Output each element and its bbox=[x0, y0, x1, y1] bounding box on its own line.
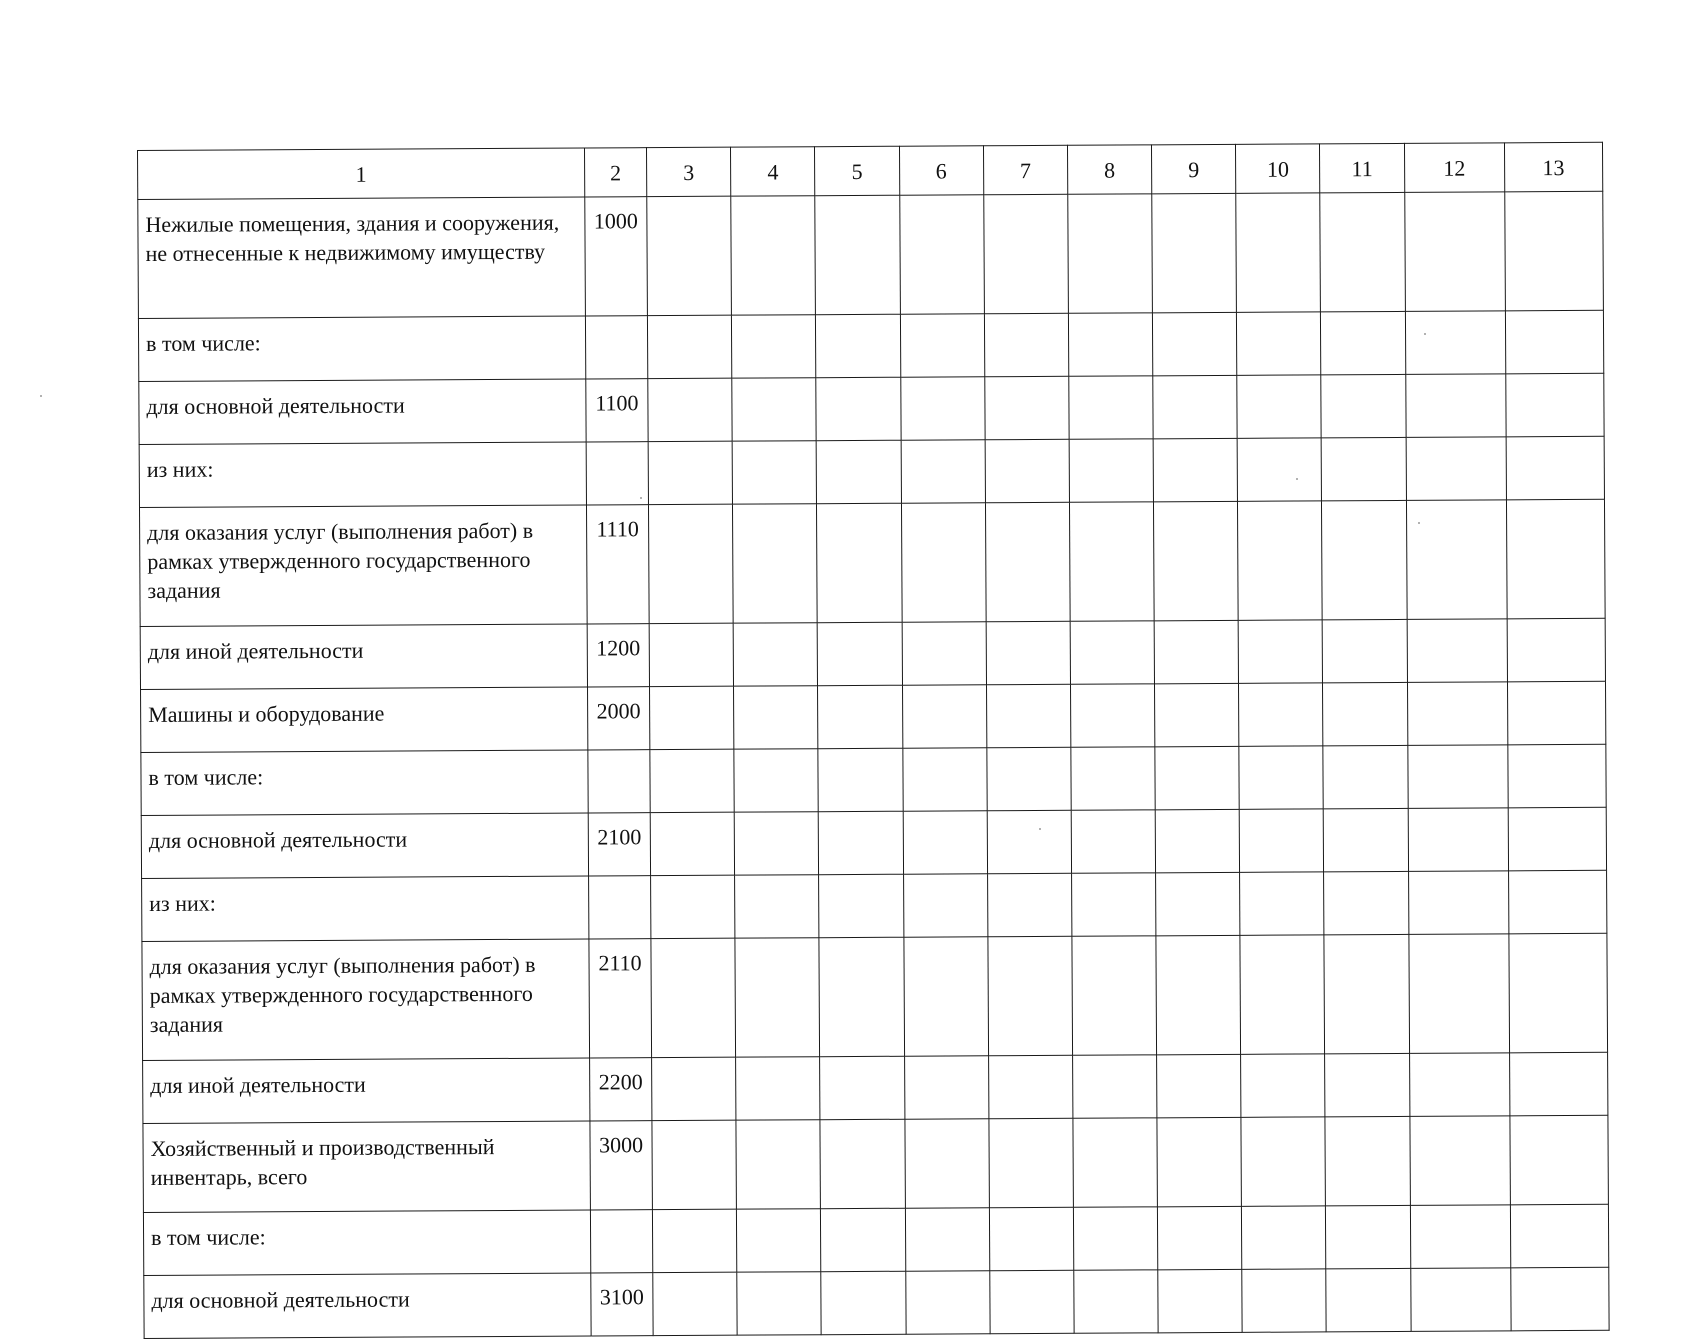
scan-speck bbox=[640, 497, 642, 499]
data-cell[interactable] bbox=[819, 874, 904, 937]
row-name-cell: для иной деятельности bbox=[140, 624, 587, 689]
data-cell[interactable] bbox=[732, 441, 817, 504]
data-cell[interactable] bbox=[1241, 1054, 1326, 1117]
data-cell[interactable] bbox=[653, 1272, 738, 1335]
column-number-cell: 1 bbox=[138, 148, 585, 199]
row-name-cell: для основной деятельности bbox=[139, 379, 586, 444]
data-cell[interactable] bbox=[1155, 746, 1240, 809]
data-cell[interactable] bbox=[651, 938, 736, 1057]
data-cell[interactable] bbox=[821, 1208, 906, 1271]
data-cell[interactable] bbox=[1237, 312, 1322, 375]
data-cell[interactable] bbox=[1153, 375, 1238, 438]
data-cell[interactable] bbox=[1073, 1118, 1158, 1207]
column-number-cell: 9 bbox=[1152, 144, 1236, 193]
data-cell[interactable] bbox=[1072, 936, 1157, 1055]
data-cell[interactable] bbox=[815, 195, 900, 314]
data-cell[interactable] bbox=[731, 196, 816, 315]
table-row bbox=[139, 436, 1604, 507]
table-row bbox=[142, 870, 1607, 941]
data-cell[interactable] bbox=[650, 749, 735, 812]
data-cell[interactable] bbox=[1073, 1207, 1158, 1270]
row-name-cell: для оказания услуг (выполнения работ) в рамках утвержденного государственного задания bbox=[142, 939, 590, 1060]
data-cell[interactable] bbox=[733, 504, 818, 623]
table-row bbox=[138, 191, 1604, 318]
data-cell[interactable] bbox=[988, 1055, 1073, 1118]
data-cell[interactable] bbox=[905, 1208, 990, 1271]
data-cell[interactable] bbox=[1156, 872, 1241, 935]
data-cell[interactable] bbox=[648, 378, 733, 441]
scan-speck bbox=[40, 395, 42, 397]
data-cell[interactable] bbox=[1406, 500, 1507, 620]
row-name-cell: Нежилые помещения, здания и сооружения, не отнесенные к недвижимому имуществу bbox=[138, 197, 586, 318]
row-name-cell: в том числе: bbox=[141, 750, 588, 815]
data-cell[interactable] bbox=[1321, 374, 1406, 437]
data-cell[interactable] bbox=[899, 195, 984, 314]
data-cell[interactable] bbox=[1070, 621, 1155, 684]
data-cell[interactable] bbox=[1238, 501, 1323, 620]
data-cell[interactable] bbox=[901, 440, 986, 503]
row-name-cell: Хозяйственный и производственный инвентарь, всего bbox=[143, 1121, 590, 1212]
column-number-cell: 5 bbox=[815, 146, 899, 195]
data-cell[interactable] bbox=[1408, 934, 1509, 1054]
property-table bbox=[137, 142, 1610, 1339]
data-cell[interactable] bbox=[650, 686, 735, 749]
row-code-cell bbox=[586, 442, 648, 505]
data-cell[interactable] bbox=[650, 812, 735, 875]
column-number-cell: 11 bbox=[1320, 143, 1404, 192]
data-cell[interactable] bbox=[1069, 376, 1154, 439]
data-cell[interactable] bbox=[1507, 618, 1606, 682]
scan-speck bbox=[1296, 478, 1298, 480]
data-cell[interactable] bbox=[1511, 1267, 1610, 1331]
data-cell[interactable] bbox=[1236, 193, 1321, 312]
data-cell[interactable] bbox=[1405, 374, 1506, 438]
data-cell[interactable] bbox=[817, 503, 902, 622]
data-cell[interactable] bbox=[989, 1207, 1074, 1270]
data-cell[interactable] bbox=[987, 810, 1072, 873]
table-row bbox=[141, 744, 1606, 815]
data-cell[interactable] bbox=[1409, 1116, 1510, 1206]
row-code-cell bbox=[585, 316, 647, 379]
row-name-cell: в том числе: bbox=[143, 1210, 590, 1275]
row-code-cell: 2200 bbox=[589, 1058, 651, 1121]
row-name-cell: в том числе: bbox=[138, 316, 585, 381]
data-cell[interactable] bbox=[903, 874, 988, 937]
data-cell[interactable] bbox=[1239, 746, 1324, 809]
data-cell[interactable] bbox=[1068, 194, 1153, 313]
data-cell[interactable] bbox=[1508, 807, 1607, 871]
data-cell[interactable] bbox=[1237, 438, 1322, 501]
data-cell[interactable] bbox=[818, 622, 903, 685]
data-cell[interactable] bbox=[902, 622, 987, 685]
data-cell[interactable] bbox=[986, 684, 1071, 747]
data-cell[interactable] bbox=[1068, 313, 1153, 376]
data-cell[interactable] bbox=[1325, 1116, 1410, 1205]
data-cell[interactable] bbox=[734, 686, 819, 749]
data-cell[interactable] bbox=[1074, 1270, 1159, 1333]
data-cell[interactable] bbox=[905, 1271, 990, 1334]
data-cell[interactable] bbox=[735, 875, 820, 938]
data-cell[interactable] bbox=[1071, 810, 1156, 873]
data-cell[interactable] bbox=[819, 811, 904, 874]
data-cell[interactable] bbox=[1505, 310, 1604, 374]
table-row bbox=[143, 1052, 1608, 1123]
data-cell[interactable] bbox=[651, 875, 736, 938]
data-cell[interactable] bbox=[817, 440, 902, 503]
data-cell[interactable] bbox=[736, 1057, 821, 1120]
data-cell[interactable] bbox=[1069, 439, 1154, 502]
data-cell[interactable] bbox=[989, 1118, 1074, 1207]
data-cell[interactable] bbox=[1154, 620, 1239, 683]
data-cell[interactable] bbox=[1506, 373, 1605, 437]
data-cell[interactable] bbox=[989, 1270, 1074, 1333]
row-code-cell: 2110 bbox=[589, 939, 652, 1058]
data-cell[interactable] bbox=[902, 748, 987, 811]
data-cell[interactable] bbox=[1322, 437, 1407, 500]
data-cell[interactable] bbox=[1155, 809, 1240, 872]
data-cell[interactable] bbox=[736, 1120, 821, 1209]
data-cell[interactable] bbox=[984, 313, 1069, 376]
data-cell[interactable] bbox=[818, 685, 903, 748]
row-name-cell: для основной деятельности bbox=[141, 813, 588, 878]
data-cell[interactable] bbox=[1409, 1053, 1510, 1117]
data-cell[interactable] bbox=[1240, 935, 1325, 1054]
data-cell[interactable] bbox=[733, 623, 818, 686]
data-cell[interactable] bbox=[816, 314, 901, 377]
data-cell[interactable] bbox=[1407, 682, 1508, 746]
row-code-cell bbox=[590, 1210, 652, 1273]
data-cell[interactable] bbox=[652, 1057, 737, 1120]
row-code-cell: 3000 bbox=[590, 1121, 653, 1210]
data-cell[interactable] bbox=[649, 504, 734, 623]
table-row bbox=[141, 681, 1606, 752]
data-cell[interactable] bbox=[900, 377, 985, 440]
data-cell[interactable] bbox=[1326, 1205, 1411, 1268]
data-cell[interactable] bbox=[732, 378, 817, 441]
data-cell[interactable] bbox=[819, 937, 904, 1056]
data-cell[interactable] bbox=[1240, 872, 1325, 935]
data-cell[interactable] bbox=[1152, 193, 1237, 312]
row-name-cell: Машины и оборудование bbox=[141, 687, 588, 752]
data-cell[interactable] bbox=[1324, 934, 1409, 1053]
data-cell[interactable] bbox=[1410, 1268, 1511, 1332]
data-cell[interactable] bbox=[988, 936, 1073, 1055]
scan-speck bbox=[1039, 828, 1041, 830]
row-code-cell: 1100 bbox=[586, 379, 648, 442]
data-cell[interactable] bbox=[987, 747, 1072, 810]
data-cell[interactable] bbox=[818, 748, 903, 811]
data-cell[interactable] bbox=[1324, 808, 1409, 871]
data-cell[interactable] bbox=[1507, 681, 1606, 745]
data-cell[interactable] bbox=[1509, 1052, 1608, 1116]
data-cell[interactable] bbox=[1072, 1055, 1157, 1118]
data-cell[interactable] bbox=[984, 376, 1069, 439]
row-code-cell: 1000 bbox=[585, 197, 648, 316]
data-cell[interactable] bbox=[1323, 745, 1408, 808]
row-code-cell: 1200 bbox=[587, 624, 649, 687]
data-cell[interactable] bbox=[1324, 871, 1409, 934]
data-cell[interactable] bbox=[1158, 1269, 1243, 1332]
data-cell[interactable] bbox=[904, 1056, 989, 1119]
table-row bbox=[141, 807, 1606, 878]
data-cell[interactable] bbox=[1242, 1269, 1327, 1332]
data-cell[interactable] bbox=[1238, 620, 1323, 683]
data-cell[interactable] bbox=[1155, 683, 1240, 746]
data-cell[interactable] bbox=[983, 194, 1068, 313]
data-cell[interactable] bbox=[1508, 870, 1607, 934]
column-number-row bbox=[138, 142, 1603, 199]
data-cell[interactable] bbox=[1156, 935, 1241, 1054]
data-cell[interactable] bbox=[1069, 502, 1154, 621]
data-cell[interactable] bbox=[1407, 619, 1508, 683]
data-cell[interactable] bbox=[1071, 873, 1156, 936]
data-cell[interactable] bbox=[903, 937, 988, 1056]
data-cell[interactable] bbox=[1510, 1115, 1609, 1205]
row-code-cell: 1110 bbox=[586, 505, 649, 624]
data-cell[interactable] bbox=[732, 315, 817, 378]
table-row bbox=[138, 310, 1603, 381]
data-cell[interactable] bbox=[1323, 682, 1408, 745]
row-name-cell: для оказания услуг (выполнения работ) в рамках утвержденного государственного задания bbox=[139, 505, 587, 626]
row-code-cell bbox=[588, 876, 650, 939]
data-cell[interactable] bbox=[900, 314, 985, 377]
row-name-cell: для основной деятельности bbox=[144, 1273, 591, 1338]
data-cell[interactable] bbox=[1404, 192, 1505, 312]
data-cell[interactable] bbox=[816, 377, 901, 440]
data-cell[interactable] bbox=[734, 812, 819, 875]
data-cell[interactable] bbox=[901, 503, 986, 622]
data-cell[interactable] bbox=[985, 439, 1070, 502]
data-cell[interactable] bbox=[734, 749, 819, 812]
data-cell[interactable] bbox=[1239, 683, 1324, 746]
table-row bbox=[143, 1115, 1608, 1212]
row-code-cell: 3100 bbox=[591, 1273, 653, 1336]
data-cell[interactable] bbox=[1510, 1204, 1609, 1268]
data-cell[interactable] bbox=[1071, 747, 1156, 810]
column-number-cell: 13 bbox=[1504, 142, 1602, 192]
data-cell[interactable] bbox=[1325, 1053, 1410, 1116]
data-cell[interactable] bbox=[1323, 619, 1408, 682]
data-cell[interactable] bbox=[1326, 1268, 1411, 1331]
table-row bbox=[139, 373, 1604, 444]
data-cell[interactable] bbox=[649, 623, 734, 686]
data-cell[interactable] bbox=[1506, 436, 1605, 500]
data-cell[interactable] bbox=[1408, 871, 1509, 935]
data-cell[interactable] bbox=[904, 1119, 989, 1208]
column-number-cell: 7 bbox=[983, 145, 1067, 194]
data-cell[interactable] bbox=[985, 502, 1070, 621]
table-row bbox=[142, 933, 1608, 1060]
data-cell[interactable] bbox=[737, 1272, 822, 1335]
data-cell[interactable] bbox=[1320, 192, 1405, 311]
data-cell[interactable] bbox=[647, 315, 732, 378]
data-cell[interactable] bbox=[1505, 191, 1604, 311]
data-cell[interactable] bbox=[1508, 744, 1607, 808]
data-cell[interactable] bbox=[1509, 933, 1608, 1053]
column-number-cell: 12 bbox=[1404, 143, 1504, 193]
data-cell[interactable] bbox=[1157, 1117, 1242, 1206]
column-number-cell: 4 bbox=[731, 147, 815, 196]
table-row bbox=[139, 499, 1605, 626]
table-row bbox=[144, 1267, 1609, 1338]
column-number-cell: 10 bbox=[1236, 144, 1320, 193]
row-code-cell: 2000 bbox=[587, 687, 649, 750]
data-cell[interactable] bbox=[1242, 1206, 1327, 1269]
data-cell[interactable] bbox=[820, 1119, 905, 1208]
table-row bbox=[143, 1204, 1608, 1275]
data-cell[interactable] bbox=[1153, 438, 1238, 501]
data-cell[interactable] bbox=[903, 811, 988, 874]
row-code-cell: 2100 bbox=[588, 813, 650, 876]
data-cell[interactable] bbox=[1322, 500, 1407, 619]
row-name-cell: из них: bbox=[139, 442, 586, 507]
data-cell[interactable] bbox=[902, 685, 987, 748]
column-number-cell: 2 bbox=[584, 148, 646, 197]
row-name-cell: для иной деятельности bbox=[143, 1058, 590, 1123]
data-cell[interactable] bbox=[647, 196, 732, 315]
data-cell[interactable] bbox=[652, 1120, 737, 1209]
data-cell[interactable] bbox=[1157, 1054, 1242, 1117]
data-cell[interactable] bbox=[1241, 1117, 1326, 1206]
row-name-cell: из них: bbox=[142, 876, 589, 941]
column-number-cell: 3 bbox=[647, 147, 731, 196]
scan-speck bbox=[1418, 522, 1420, 524]
data-cell[interactable] bbox=[1407, 745, 1508, 809]
data-cell[interactable] bbox=[1070, 684, 1155, 747]
data-cell[interactable] bbox=[735, 938, 820, 1057]
row-code-cell bbox=[588, 750, 650, 813]
data-cell[interactable] bbox=[737, 1209, 822, 1272]
data-cell[interactable] bbox=[987, 873, 1072, 936]
data-cell[interactable] bbox=[1239, 809, 1324, 872]
data-cell[interactable] bbox=[652, 1209, 737, 1272]
data-cell[interactable] bbox=[1237, 375, 1322, 438]
data-cell[interactable] bbox=[1408, 808, 1509, 872]
table-body bbox=[138, 142, 1610, 1338]
column-number-cell: 6 bbox=[899, 146, 983, 195]
data-cell[interactable] bbox=[1321, 311, 1406, 374]
data-cell[interactable] bbox=[1405, 311, 1506, 375]
data-cell[interactable] bbox=[821, 1271, 906, 1334]
data-cell[interactable] bbox=[1410, 1205, 1511, 1269]
scan-speck bbox=[1424, 333, 1426, 335]
data-cell[interactable] bbox=[820, 1056, 905, 1119]
data-cell[interactable] bbox=[1157, 1206, 1242, 1269]
data-cell[interactable] bbox=[648, 441, 733, 504]
data-cell[interactable] bbox=[1506, 499, 1605, 619]
data-cell[interactable] bbox=[1406, 437, 1507, 501]
data-cell[interactable] bbox=[1152, 312, 1237, 375]
data-cell[interactable] bbox=[1154, 501, 1239, 620]
data-cell[interactable] bbox=[986, 621, 1071, 684]
table-row bbox=[140, 618, 1605, 689]
column-number-cell: 8 bbox=[1067, 145, 1151, 194]
